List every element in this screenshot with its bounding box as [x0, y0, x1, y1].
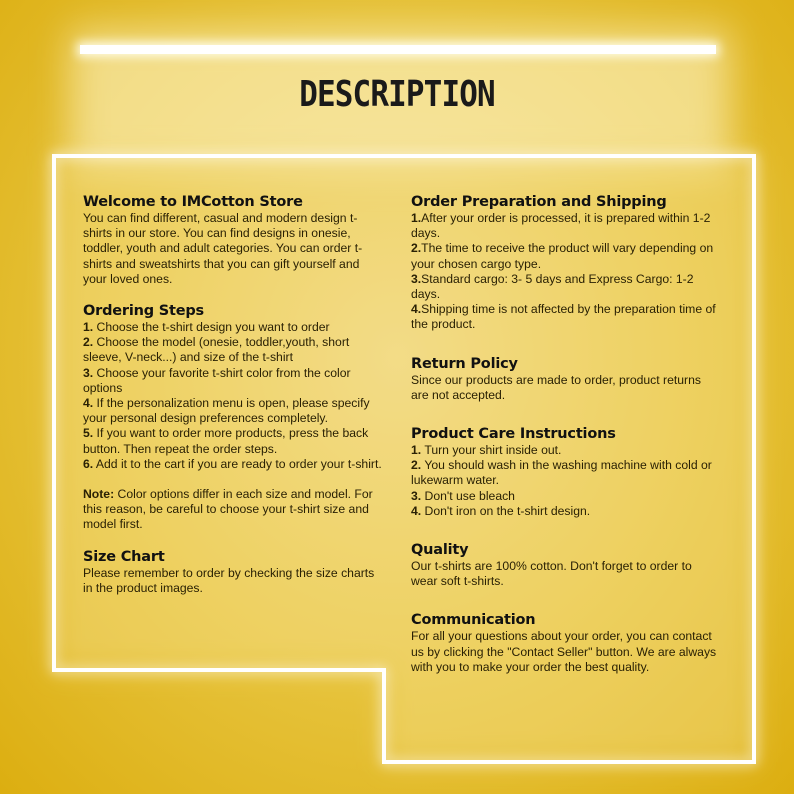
item-text: Don't use bleach: [421, 488, 515, 503]
note-text: [83, 487, 383, 533]
item-text: Shipping time is not affected by the preparation time of the product.: [411, 302, 716, 332]
care-item: [411, 504, 721, 519]
step-text: Choose your favorite t-shirt color from the color options: [83, 365, 351, 395]
shipping-item: [411, 272, 721, 302]
care-item: [411, 458, 721, 488]
shipping-section: [411, 193, 721, 333]
step-number: 6.: [83, 456, 94, 471]
item-number: 1.: [411, 443, 422, 458]
note-body: Color options differ in each size and model. For this reason, be careful to choose your t-shirt size and model first.: [83, 487, 373, 532]
left-column: [83, 193, 383, 611]
step-number: 4.: [83, 396, 94, 411]
communication-text: For all your questions about your order, you can contact us by clicking the "Contact Seller" button. We are always with you to make your order the best quality.: [411, 629, 717, 674]
ordering-heading: Ordering Steps: [83, 303, 204, 320]
item-number: 4.: [411, 302, 422, 317]
step-text: Choose the model (onesie, toddler,youth, short sleeve, V-neck...) and size of the t-shirt: [83, 335, 350, 365]
returns-section: [411, 355, 721, 403]
ordering-step: [83, 457, 383, 472]
ordering-step: [83, 366, 383, 396]
shipping-item: [411, 241, 721, 271]
size-text: Please remember to order by checking the size charts in the product images.: [83, 565, 375, 595]
communication-section: [411, 611, 721, 675]
ordering-step: [83, 426, 383, 456]
item-text: Standard cargo: 3- 5 days and Express Cargo: 1-2 days.: [411, 271, 694, 302]
welcome-heading: Welcome to IMCotton Store: [83, 194, 303, 210]
returns-heading: Return Policy: [411, 355, 518, 372]
welcome-section: [83, 193, 383, 287]
quality-heading: Quality: [411, 542, 469, 559]
item-number: 1.: [411, 211, 422, 225]
care-item: [411, 489, 721, 504]
ordering-step: [83, 335, 383, 365]
step-number: 3.: [83, 365, 94, 380]
ordering-step: [83, 320, 383, 335]
returns-text: Since our products are made to order, product returns are not accepted.: [411, 372, 701, 402]
care-heading: Product Care Instructions: [411, 426, 616, 443]
item-number: 3.: [411, 271, 422, 286]
size-section: [83, 548, 383, 596]
shipping-item: [411, 302, 721, 332]
item-number: 3.: [411, 488, 422, 503]
step-number: 5.: [83, 426, 94, 441]
step-text: Choose the t-shirt design you want to order: [93, 320, 330, 335]
welcome-text: You can find different, casual and modern design t-shirts in our store. You can find designs in onesie, toddler, youth and adult categories. You can order t-shirts and sweatshirts that you can gift yourself and your loved ones.: [83, 211, 363, 286]
shipping-item: [411, 211, 721, 241]
ordering-section: [83, 302, 383, 472]
care-section: [411, 425, 721, 519]
item-text: After your order is processed, it is prepared within 1-2 days.: [411, 211, 711, 241]
item-text: You should wash in the washing machine with cold or lukewarm water.: [411, 458, 712, 488]
step-text: If you want to order more products, press the back button. Then repeat the order steps.: [83, 426, 369, 456]
note-section: [83, 487, 383, 533]
step-text: Add it to the cart if you are ready to order your t-shirt.: [93, 456, 382, 471]
right-column: [411, 193, 721, 690]
page-title: DESCRIPTION: [299, 74, 495, 115]
item-text: Turn your shirt inside out.: [421, 443, 562, 458]
shipping-heading: Order Preparation and Shipping: [411, 194, 667, 210]
size-heading: Size Chart: [83, 548, 165, 565]
communication-heading: Communication: [411, 612, 536, 629]
note-label: Note:: [83, 487, 115, 502]
ordering-step: [83, 396, 383, 426]
step-number: 1.: [83, 320, 94, 335]
item-text: Don't iron on the t-shirt design.: [421, 503, 591, 518]
step-text: If the personalization menu is open, please specify your personal design preferences completely.: [83, 396, 370, 426]
care-item: [411, 443, 721, 458]
step-number: 2.: [83, 335, 94, 350]
quality-section: [411, 541, 721, 589]
item-number: 4.: [411, 503, 422, 518]
item-text: The time to receive the product will vary depending on your chosen cargo type.: [411, 241, 714, 271]
quality-text: Our t-shirts are 100% cotton. Don't forget to order to wear soft t-shirts.: [411, 559, 692, 589]
item-number: 2.: [411, 458, 422, 473]
item-number: 2.: [411, 241, 422, 256]
